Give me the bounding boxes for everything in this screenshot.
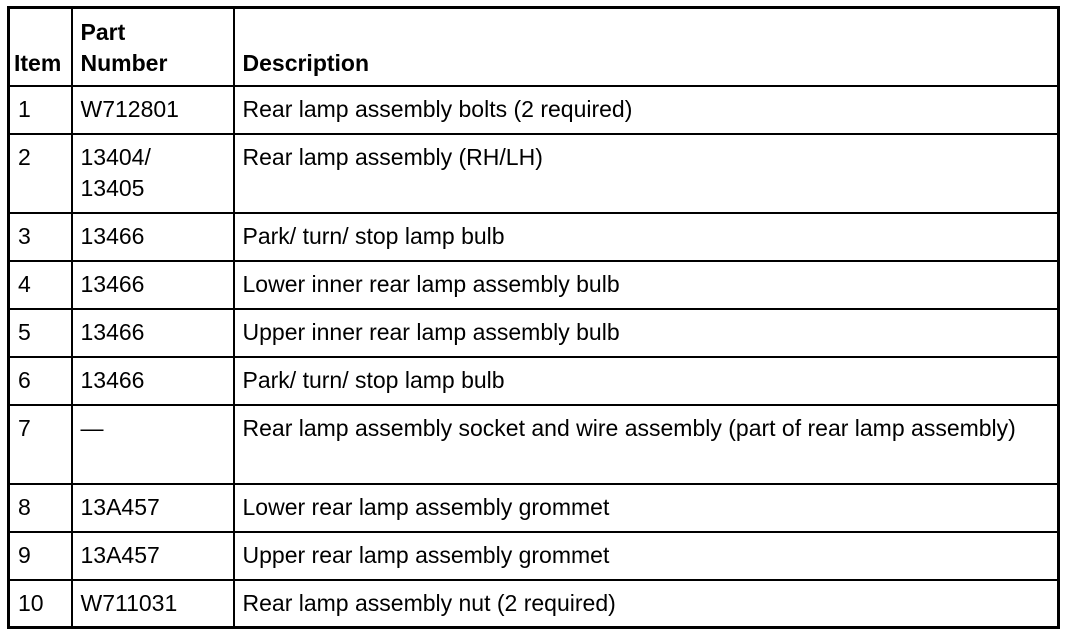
- part-number-cell: [72, 134, 234, 213]
- table-row: [9, 309, 1059, 357]
- item-cell: 7: [9, 405, 72, 484]
- item-cell: 4: [9, 261, 72, 309]
- header-part-number: [72, 8, 234, 86]
- table-row: [9, 86, 1059, 134]
- part-number-cell: 13A457: [72, 484, 234, 532]
- header-description: [234, 8, 1059, 86]
- description-cell: Rear lamp assembly bolts (2 required): [234, 86, 1059, 134]
- part-number-cell: —: [72, 405, 234, 484]
- item-cell: 8: [9, 484, 72, 532]
- description-cell: Rear lamp assembly (RH/LH): [234, 134, 1059, 213]
- part-number-line1: 13404/: [80, 143, 151, 170]
- description-cell: Park/ turn/ stop lamp bulb: [234, 213, 1059, 261]
- part-number-cell: 13A457: [72, 532, 234, 580]
- item-cell: 9: [9, 532, 72, 580]
- table-row: [9, 357, 1059, 405]
- header-part-number-line1: Part: [80, 18, 126, 45]
- item-cell: 3: [9, 213, 72, 261]
- part-number-cell: 13466: [72, 357, 234, 405]
- description-cell: Lower rear lamp assembly grommet: [234, 484, 1059, 532]
- table-row: [9, 134, 1059, 213]
- description-cell: Rear lamp assembly socket and wire assembly (part of rear lamp assembly): [234, 405, 1059, 484]
- parts-table: [7, 6, 1060, 629]
- part-number-cell: 13466: [72, 261, 234, 309]
- header-item: [9, 8, 72, 86]
- header-description-label: Description: [242, 49, 370, 76]
- item-cell: 2: [9, 134, 72, 213]
- table-header-row: [9, 8, 1059, 86]
- table-row: [9, 532, 1059, 580]
- table-row: [9, 213, 1059, 261]
- table-row: [9, 261, 1059, 309]
- item-cell: 5: [9, 309, 72, 357]
- item-cell: 10: [9, 580, 72, 628]
- part-number-cell: 13466: [72, 309, 234, 357]
- part-number-cell: W712801: [72, 86, 234, 134]
- item-cell: 6: [9, 357, 72, 405]
- description-cell: Park/ turn/ stop lamp bulb: [234, 357, 1059, 405]
- table-row: [9, 484, 1059, 532]
- description-cell: Upper rear lamp assembly grommet: [234, 532, 1059, 580]
- part-number-line2: 13405: [80, 174, 145, 201]
- item-cell: 1: [9, 86, 72, 134]
- description-cell: Rear lamp assembly nut (2 required): [234, 580, 1059, 628]
- header-part-number-line2: Number: [80, 49, 168, 76]
- header-item-label: Item: [14, 49, 62, 76]
- part-number-cell: W711031: [72, 580, 234, 628]
- description-cell: Lower inner rear lamp assembly bulb: [234, 261, 1059, 309]
- table-row: [9, 405, 1059, 484]
- part-number-cell: 13466: [72, 213, 234, 261]
- table-row: [9, 580, 1059, 628]
- description-cell: Upper inner rear lamp assembly bulb: [234, 309, 1059, 357]
